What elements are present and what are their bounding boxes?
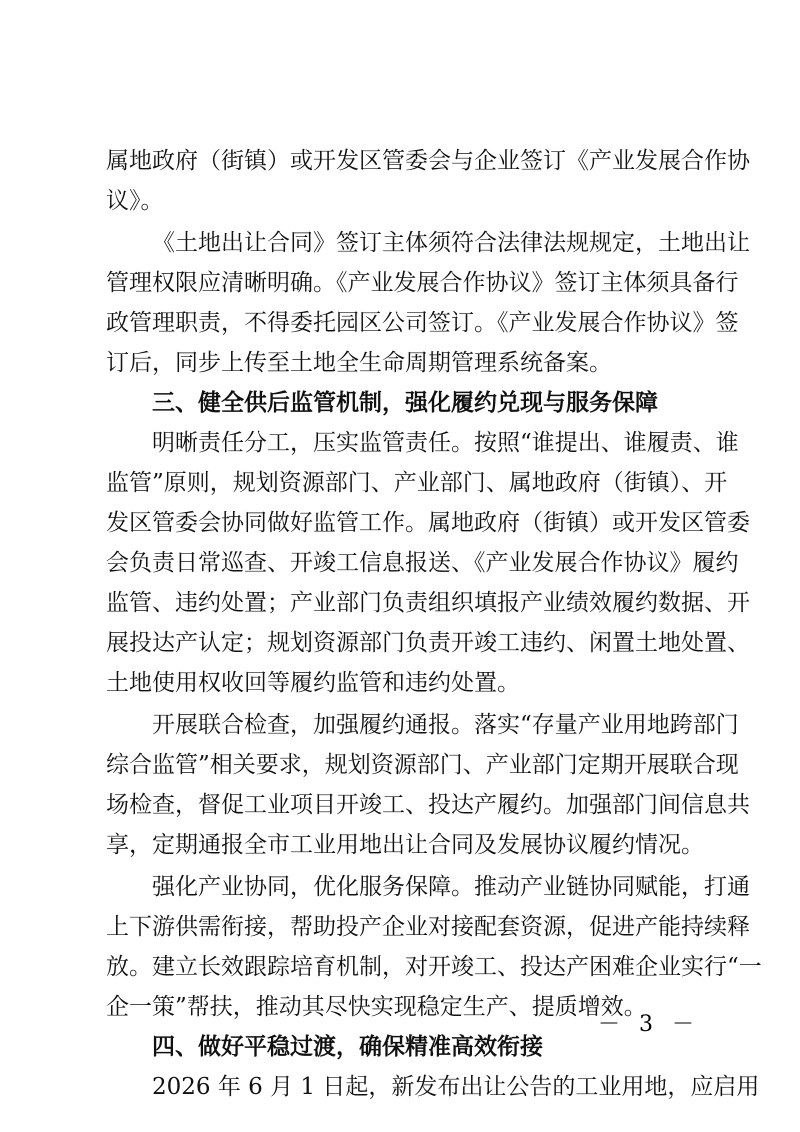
body-line: 订后，同步上传至土地全生命周期管理系统备案。	[106, 350, 612, 376]
body-line: 政管理职责，不得委托园区公司签订。《产业发展合作协议》签	[106, 310, 739, 336]
body-line: 享，定期通报全市工业用地出让合同及发展协议履约情况。	[106, 832, 704, 858]
body-line: 上下游供需衔接，帮助投产企业对接配套资源，促进产能持续释	[106, 914, 750, 940]
page-number: － 3 －	[598, 1012, 700, 1037]
body-line: 会负责日常巡查、开竣工信息报送、《产业发展合作协议》履约	[106, 550, 739, 576]
body-line: 强化产业协同，优化服务保障。推动产业链协同赋能，打通	[152, 874, 750, 900]
body-line: 综合监管”相关要求，规划资源部门、产业部门定期开展联合现	[106, 752, 739, 778]
body-line: 属地政府（街镇）或开发区管委会与企业签订《产业发展合作协	[106, 148, 750, 174]
body-line: 开展联合检查，加强履约通报。落实“存量产业用地跨部门	[152, 712, 739, 738]
body-line: 监管”原则，规划资源部门、产业部门、属地政府（街镇）、开	[106, 470, 728, 496]
body-line: 2026 年 6 月 1 日起，新发布出让公告的工业用地，应启用	[152, 1074, 760, 1100]
body-line: 场检查，督促工业项目开竣工、投达产履约。加强部门间信息共	[106, 792, 750, 818]
body-line: 《土地出让合同》签订主体须符合法律法规规定，土地出让	[152, 230, 750, 256]
body-line: 监管、违约处置；产业部门负责组织填报产业绩效履约数据、开	[106, 590, 750, 616]
body-line: 放。建立长效跟踪培育机制，对开竣工、投达产困难企业实行“一	[106, 954, 762, 980]
body-line: 企一策”帮扶，推动其尽快实现稳定生产、提质增效。	[106, 994, 647, 1020]
body-line: 议》。	[106, 188, 164, 214]
body-line: 发区管委会协同做好监管工作。属地政府（街镇）或开发区管委	[106, 510, 750, 536]
body-line: 管理权限应清晰明确。《产业发展合作协议》签订主体须具备行	[106, 270, 739, 296]
section-heading: 三、健全供后监管机制，强化履约兑现与服务保障	[152, 390, 658, 416]
body-line: 土地使用权收回等履约监管和违约处置。	[106, 670, 520, 696]
body-line: 明晰责任分工，压实监管责任。按照“谁提出、谁履责、谁	[152, 430, 739, 456]
section-heading: 四、做好平稳过渡，确保精准高效衔接	[152, 1034, 543, 1060]
body-line: 展投达产认定；规划资源部门负责开竣工违约、闲置土地处置、	[106, 630, 750, 656]
